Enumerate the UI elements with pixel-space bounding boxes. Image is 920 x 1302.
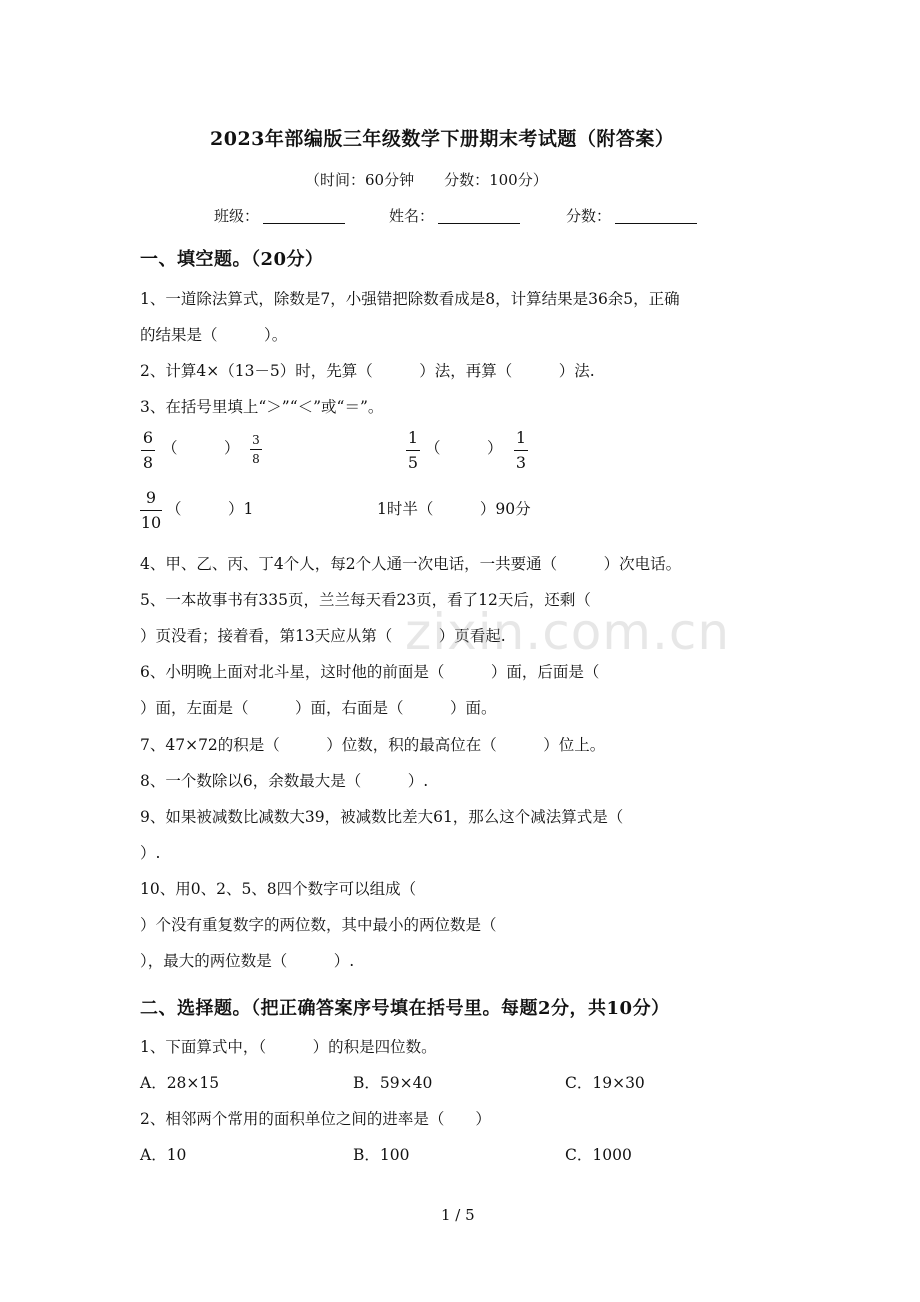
fraction-9-10: 9 10	[140, 488, 162, 532]
q10-line3: ），最大的两位数是（ ）.	[140, 952, 355, 970]
s2-q1: 1、下面算式中，（ ）的积是四位数。	[140, 1038, 437, 1056]
q3: 3、在括号里填上“＞”“＜”或“＝”。	[140, 398, 384, 416]
page-title: 2023年部编版三年级数学下册期末考试题（附答案）	[210, 128, 675, 150]
q2: 2、计算4×（13－5）时，先算（ ）法，再算（ ）法.	[140, 362, 595, 380]
field-score-blank	[615, 207, 697, 224]
q5-line2: ）页没看；接着看，第13天应从第（ ）页看起.	[140, 627, 506, 645]
watermark: zixin.com.cn	[405, 603, 731, 661]
compare-paren-1: （ ）	[162, 439, 240, 457]
fraction-1-5: 1 5	[407, 428, 419, 472]
q1-line1: 1、一道除法算式，除数是7，小强错把除数看成是8，计算结果是36余5，正确	[140, 290, 680, 308]
s2-q2-option-c: C．1000	[565, 1146, 632, 1164]
s2-q2-option-b: B．100	[353, 1146, 410, 1164]
q9-line2: ）.	[140, 844, 161, 862]
q6-line2: ）面，左面是（ ）面，右面是（ ）面。	[140, 699, 497, 717]
field-class-label: 班级：	[214, 207, 260, 225]
q7: 7、47×72的积是（ ）位数，积的最高位在（ ）位上。	[140, 736, 606, 754]
s2-q1-option-c: C．19×30	[565, 1074, 645, 1092]
fraction-1-3: 1 3	[515, 428, 527, 472]
field-score	[566, 205, 697, 226]
q9-line1: 9、如果被减数比减数大39，被减数比差大61，那么这个减法算式是（	[140, 808, 624, 826]
field-name-blank	[438, 207, 520, 224]
compare-paren-3: （ ）1	[166, 500, 254, 518]
field-name-label: 姓名：	[389, 207, 435, 225]
compare-time: 1时半（ ）90分	[377, 500, 531, 518]
field-class-blank	[263, 207, 345, 224]
page-number: 1 / 5	[441, 1206, 475, 1224]
s2-q2-option-a: A．10	[140, 1146, 187, 1164]
q6-line1: 6、小明晚上面对北斗星，这时他的前面是（ ）面，后面是（	[140, 663, 600, 681]
q5-line1: 5、一本故事书有335页，兰兰每天看23页，看了12天后，还剩（	[140, 591, 591, 609]
field-class	[214, 205, 345, 226]
field-name	[389, 205, 520, 226]
q10-line2: ）个没有重复数字的两位数，其中最小的两位数是（	[140, 916, 497, 934]
s2-q1-option-a: A．28×15	[140, 1074, 220, 1092]
q1-line2: 的结果是（ ）。	[140, 326, 288, 344]
compare-paren-2: （ ）	[425, 439, 503, 457]
fraction-6-8: 6 8	[142, 428, 154, 472]
section1-heading: 一、填空题。（20分）	[140, 249, 324, 270]
q10-line1: 10、用0、2、5、8四个数字可以组成（	[140, 880, 417, 898]
s2-q2: 2、相邻两个常用的面积单位之间的进率是（ ）	[140, 1110, 491, 1128]
time-info: （时间：60分钟 分数：100分）	[305, 171, 548, 189]
q8: 8、一个数除以6，余数最大是（ ）.	[140, 772, 429, 790]
q4: 4、甲、乙、丙、丁4个人，每2个人通一次电话，一共要通（ ）次电话。	[140, 555, 682, 573]
s2-q1-option-b: B．59×40	[353, 1074, 433, 1092]
fraction-3-8: 3 8	[250, 433, 262, 466]
field-score-label: 分数：	[566, 207, 612, 225]
section2-heading: 二、选择题。（把正确答案序号填在括号里。每题2分，共10分）	[140, 998, 670, 1019]
